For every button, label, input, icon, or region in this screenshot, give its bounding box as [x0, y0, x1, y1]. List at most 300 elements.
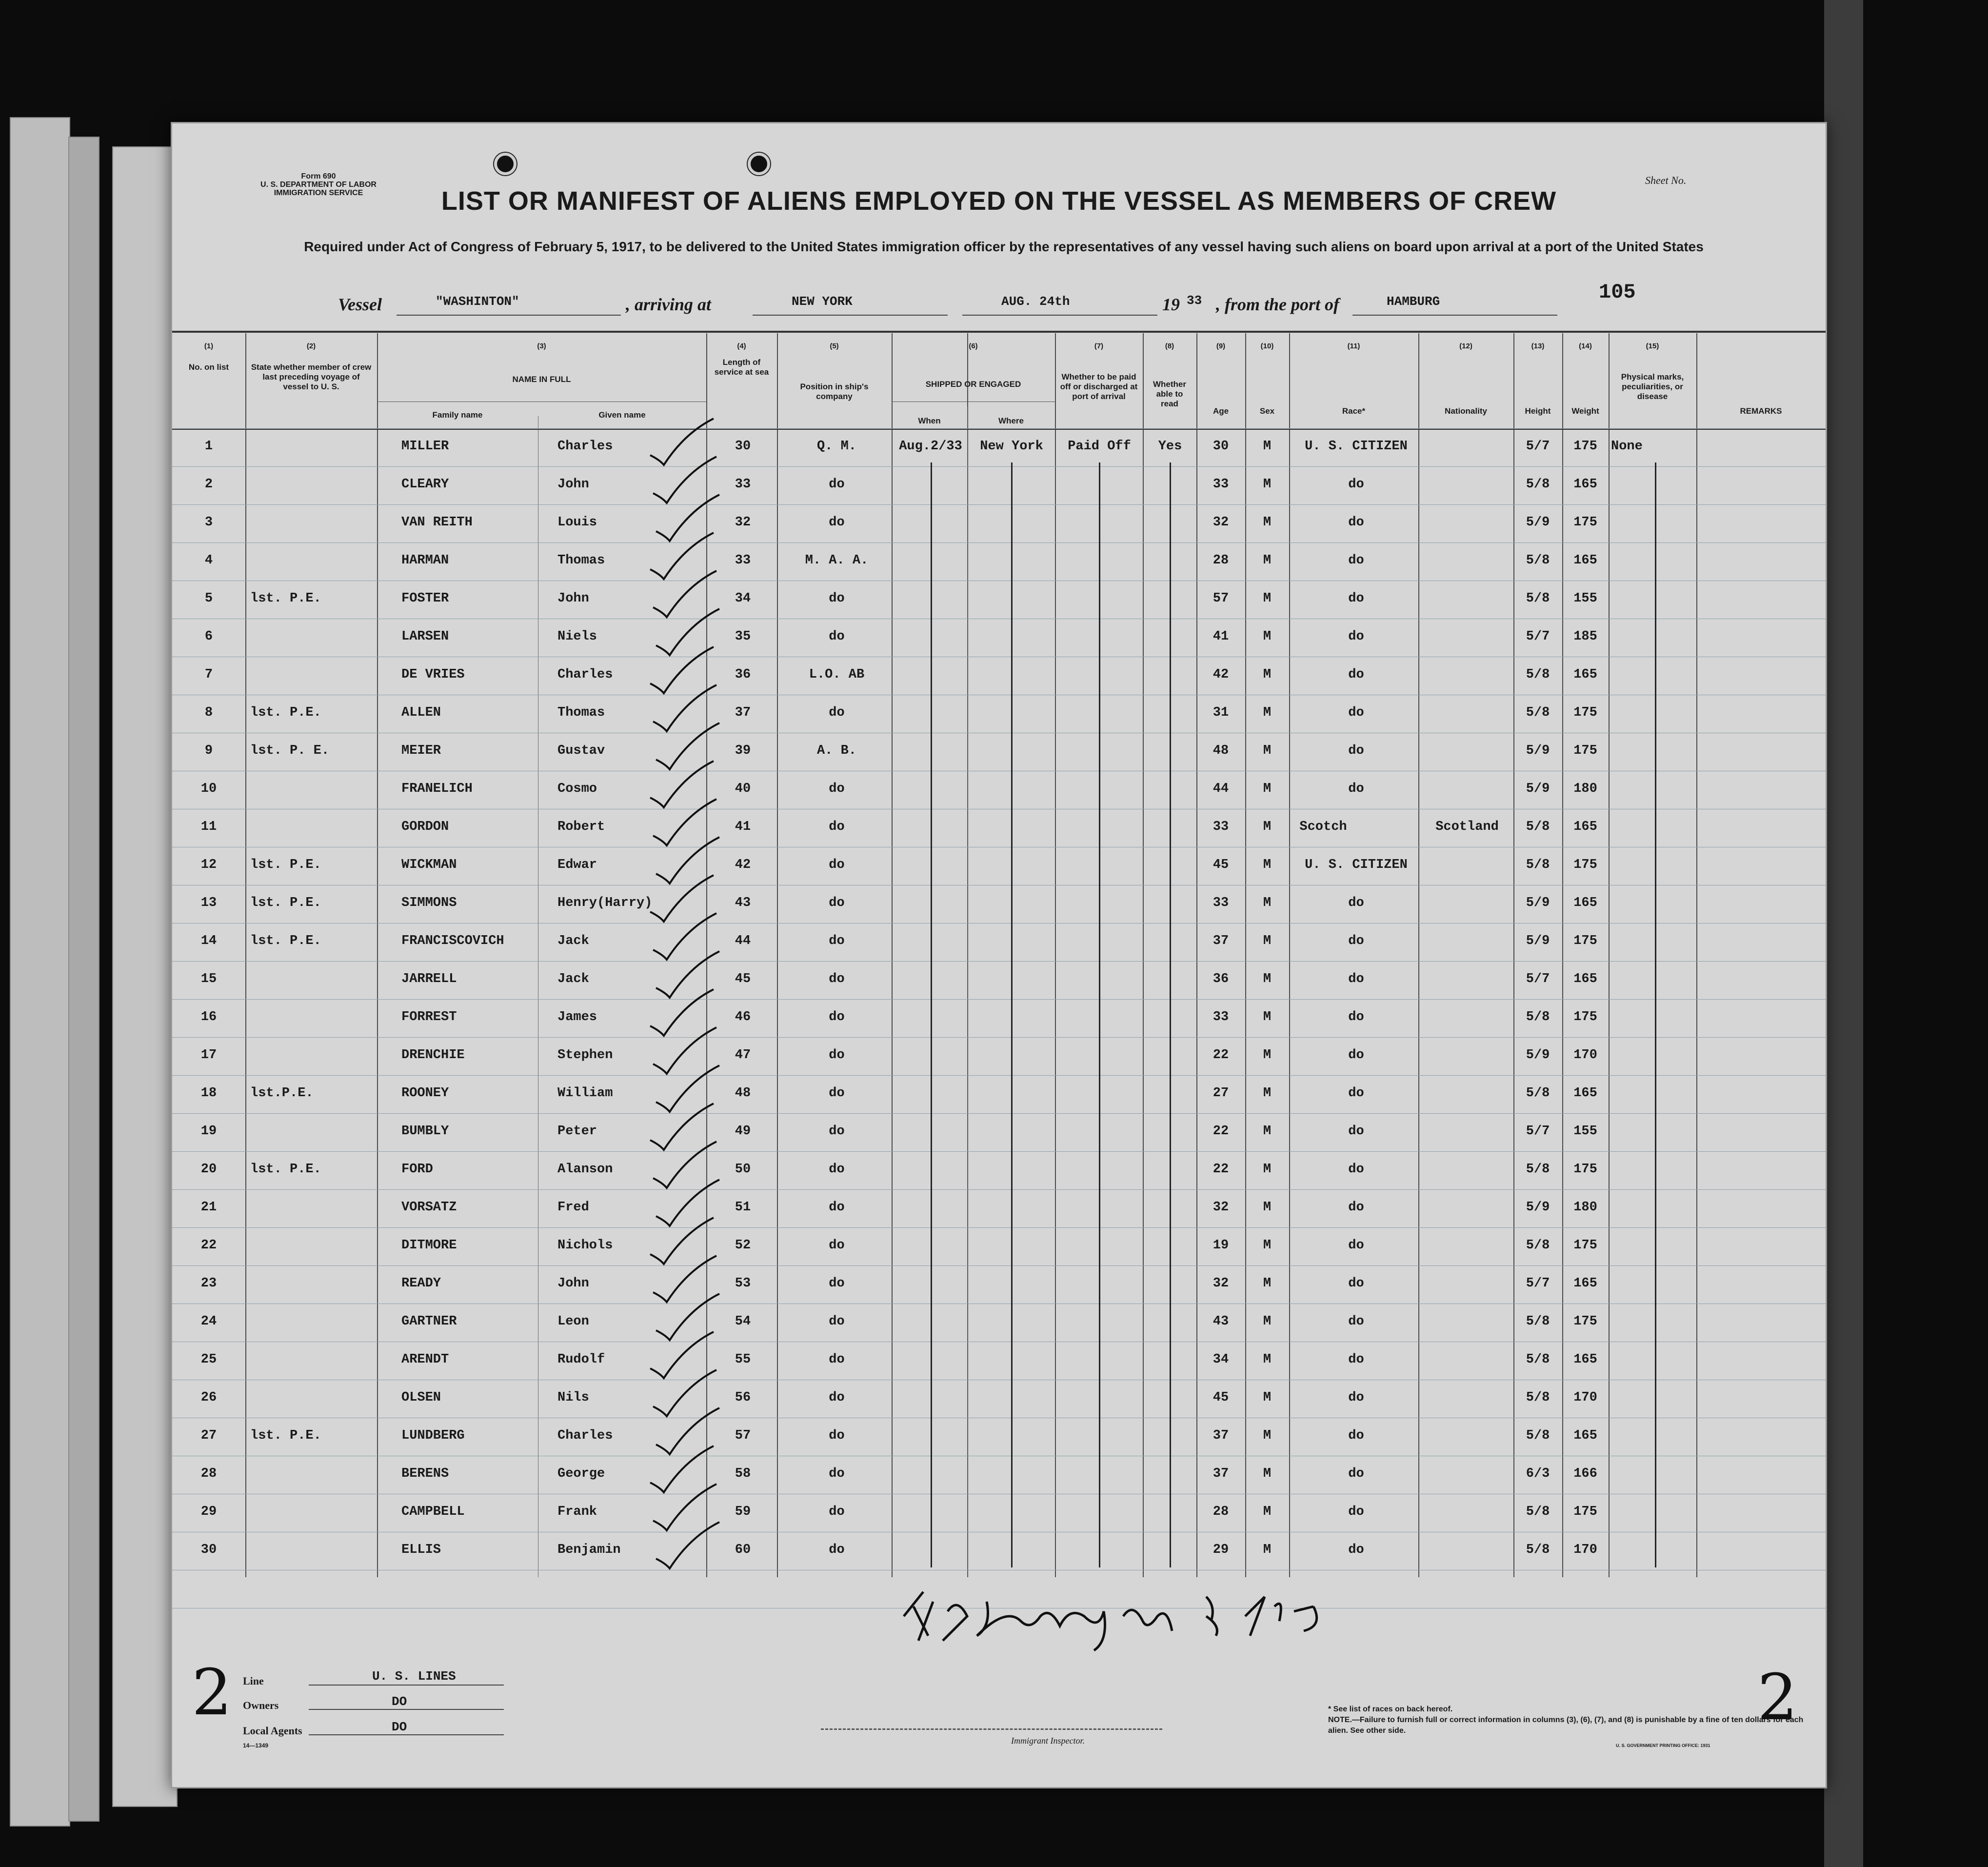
cell-family: CAMPBELL	[401, 1505, 465, 1519]
cell-position: do	[829, 1428, 845, 1443]
column-header-age: Age	[1213, 406, 1229, 416]
cell-sex: M	[1263, 477, 1272, 492]
cell-paid: Paid Off	[1068, 439, 1131, 454]
cell-length: 34	[735, 591, 751, 606]
races-note: * See list of races on back hereof.	[1328, 1705, 1453, 1713]
table-row	[172, 695, 1826, 733]
cell-race: do	[1348, 896, 1364, 910]
cell-weight: 165	[1573, 1276, 1597, 1291]
column-number: (7)	[1094, 342, 1104, 350]
cell-race: do	[1348, 705, 1364, 720]
cell-age: 32	[1213, 1276, 1229, 1291]
cell-sex: M	[1263, 439, 1272, 454]
cell-family: SIMMONS	[401, 896, 457, 910]
cell-family: LUNDBERG	[401, 1428, 465, 1443]
cell-height: 5/7	[1526, 629, 1550, 644]
cell-race: do	[1348, 591, 1364, 606]
cell-no: 12	[200, 858, 217, 872]
cell-height: 5/8	[1526, 667, 1550, 682]
cell-position: do	[829, 1162, 845, 1177]
cell-length: 39	[735, 743, 751, 758]
vessel-underline	[397, 315, 621, 316]
cell-state: lst. P.E.	[250, 896, 321, 910]
back-sheet	[10, 117, 70, 1827]
cell-family: ELLIS	[401, 1543, 441, 1557]
cell-given: William	[557, 1086, 613, 1101]
cell-length: 46	[735, 1010, 751, 1024]
cell-no: 22	[200, 1238, 217, 1253]
cell-race: do	[1348, 1162, 1364, 1177]
cell-height: 5/8	[1526, 1162, 1550, 1177]
column-header-when: When	[918, 416, 941, 425]
cell-family: DE VRIES	[401, 667, 465, 682]
cell-given: James	[557, 1010, 597, 1024]
column-number: (5)	[830, 342, 839, 350]
column-header-nationality: Nationality	[1445, 406, 1487, 416]
column-number: (9)	[1216, 342, 1226, 350]
cell-position: do	[829, 1086, 845, 1101]
cell-sex: M	[1263, 1314, 1272, 1329]
back-sheet	[68, 137, 99, 1822]
cell-age: 37	[1213, 1428, 1229, 1443]
cell-given: Stephen	[557, 1048, 613, 1063]
cell-no: 16	[200, 1010, 217, 1024]
cell-age: 42	[1213, 667, 1229, 682]
column-number: (1)	[204, 342, 214, 350]
cell-sex: M	[1263, 705, 1272, 720]
cell-given: Henry(Harry)	[557, 896, 653, 910]
cell-race: do	[1348, 477, 1364, 492]
column-number: (8)	[1165, 342, 1174, 350]
cell-sex: M	[1263, 667, 1272, 682]
inspector-signature	[894, 1587, 1382, 1655]
cell-race: do	[1348, 667, 1364, 682]
cell-length: 56	[735, 1390, 751, 1405]
cell-position: do	[829, 1200, 845, 1215]
cell-weight: 170	[1573, 1048, 1597, 1063]
cell-given: Charles	[557, 667, 613, 682]
port-underline	[1352, 315, 1557, 316]
column-header-race: Race*	[1342, 406, 1366, 416]
cell-race: do	[1348, 629, 1364, 644]
form-line: IMMIGRATION SERVICE	[274, 189, 363, 197]
cell-no: 11	[200, 820, 217, 834]
column-number: (6)	[969, 342, 978, 350]
vessel-name: "WASHINTON"	[436, 294, 519, 309]
table-row	[172, 885, 1826, 923]
cell-family: MILLER	[401, 439, 449, 454]
table-row	[172, 619, 1826, 657]
cell-where: New York	[980, 439, 1043, 454]
cell-position: do	[829, 1314, 845, 1329]
cell-sex: M	[1263, 1466, 1272, 1481]
ditto-line	[1170, 462, 1171, 1567]
cell-length: 54	[735, 1314, 751, 1329]
cell-physical: None	[1611, 439, 1643, 454]
cell-no: 5	[204, 591, 213, 606]
cell-given: Leon	[557, 1314, 589, 1329]
cell-position: do	[829, 1010, 845, 1024]
table-row	[172, 1113, 1826, 1151]
cell-age: 32	[1213, 1200, 1229, 1215]
table-row	[172, 1151, 1826, 1189]
cell-no: 28	[200, 1466, 217, 1481]
cell-race: U. S. CITIZEN	[1305, 858, 1408, 872]
cell-age: 34	[1213, 1352, 1229, 1367]
cell-weight: 175	[1573, 1505, 1597, 1519]
cell-read: Yes	[1158, 439, 1182, 454]
cell-position: do	[829, 591, 845, 606]
cell-no: 10	[200, 782, 217, 796]
cell-family: READY	[401, 1276, 441, 1291]
cell-age: 41	[1213, 629, 1229, 644]
column-header-where: Where	[998, 416, 1024, 425]
inspector-label: Immigrant Inspector.	[1011, 1736, 1085, 1746]
cell-height: 5/8	[1526, 820, 1550, 834]
cell-weight: 155	[1573, 1124, 1597, 1139]
cell-age: 36	[1213, 972, 1229, 986]
cell-given: Peter	[557, 1124, 597, 1139]
table-row	[172, 581, 1826, 619]
cell-race: do	[1348, 1124, 1364, 1139]
year-prefix: 19	[1162, 295, 1180, 314]
table-row	[172, 1265, 1826, 1304]
arriving-label: , arriving at	[626, 295, 712, 314]
cell-position: do	[829, 1466, 845, 1481]
cell-given: Charles	[557, 1428, 613, 1443]
cell-given: Nichols	[557, 1238, 613, 1253]
column-header-no-on-list: No. on list	[188, 362, 229, 372]
cell-state: lst. P.E.	[250, 858, 321, 872]
cell-age: 29	[1213, 1543, 1229, 1557]
cell-family: HARMAN	[401, 553, 449, 568]
cell-given: Nils	[557, 1390, 589, 1405]
table-row	[172, 923, 1826, 961]
cell-position: do	[829, 1238, 845, 1253]
line-label: Line	[243, 1675, 264, 1687]
cell-height: 5/8	[1526, 1314, 1550, 1329]
cell-weight: 165	[1573, 553, 1597, 568]
cell-weight: 165	[1573, 1428, 1597, 1443]
cell-family: WICKMAN	[401, 858, 457, 872]
cell-age: 30	[1213, 439, 1229, 454]
table-row	[172, 1380, 1826, 1418]
cell-height: 5/9	[1526, 1048, 1550, 1063]
cell-sex: M	[1263, 1010, 1272, 1024]
inspector-line	[821, 1728, 1162, 1730]
cell-height: 5/8	[1526, 553, 1550, 568]
table-row	[172, 1304, 1826, 1342]
cell-no: 21	[200, 1200, 217, 1215]
cell-given: Alanson	[557, 1162, 613, 1177]
cell-family: FOSTER	[401, 591, 449, 606]
cell-age: 33	[1213, 1010, 1229, 1024]
cell-given: Jack	[557, 934, 589, 948]
cell-height: 5/8	[1526, 1010, 1550, 1024]
cell-position: do	[829, 782, 845, 796]
column-number: (12)	[1459, 342, 1472, 350]
column-number: (15)	[1646, 342, 1659, 350]
table-row	[172, 1456, 1826, 1494]
arriving-underline	[753, 315, 948, 316]
agents-value: DO	[392, 1720, 407, 1734]
sheet-no-label: Sheet No.	[1645, 174, 1687, 186]
arrival-port: NEW YORK	[792, 294, 853, 309]
cell-position: do	[829, 972, 845, 986]
cell-age: 19	[1213, 1238, 1229, 1253]
cell-weight: 165	[1573, 1086, 1597, 1101]
handwritten-corner-number: 2	[1757, 1660, 1798, 1734]
cell-sex: M	[1263, 896, 1272, 910]
cell-age: 37	[1213, 934, 1229, 948]
cell-sex: M	[1263, 629, 1272, 644]
cell-sex: M	[1263, 1162, 1272, 1177]
cell-age: 33	[1213, 896, 1229, 910]
sheet-number: 105	[1599, 281, 1636, 304]
cell-sex: M	[1263, 515, 1272, 530]
cell-position: do	[829, 896, 845, 910]
table-row	[172, 809, 1826, 847]
departure-port: HAMBURG	[1387, 294, 1440, 309]
owners-underline	[309, 1709, 504, 1710]
cell-height: 5/8	[1526, 1428, 1550, 1443]
cell-length: 42	[735, 858, 751, 872]
cell-length: 55	[735, 1352, 751, 1367]
cell-race: do	[1348, 1086, 1364, 1101]
cell-weight: 175	[1573, 1238, 1597, 1253]
cell-no: 24	[200, 1314, 217, 1329]
owners-label: Owners	[243, 1699, 279, 1711]
table-row	[172, 1075, 1826, 1113]
cell-weight: 175	[1573, 1162, 1597, 1177]
column-number: (10)	[1260, 342, 1274, 350]
cell-state: lst. P.E.	[250, 1428, 321, 1443]
cell-no: 23	[200, 1276, 217, 1291]
form-code: 14—1349	[243, 1742, 269, 1749]
cell-position: do	[829, 705, 845, 720]
cell-sex: M	[1263, 1238, 1272, 1253]
cell-no: 6	[204, 629, 213, 644]
cell-height: 5/9	[1526, 782, 1550, 796]
cell-given: John	[557, 477, 589, 492]
cell-weight: 180	[1573, 1200, 1597, 1215]
binder-hole-icon	[748, 153, 770, 175]
cell-age: 48	[1213, 743, 1229, 758]
cell-given: Niels	[557, 629, 597, 644]
table-row	[172, 504, 1826, 542]
cell-weight: 165	[1573, 477, 1597, 492]
cell-age: 28	[1213, 1505, 1229, 1519]
cell-sex: M	[1263, 934, 1272, 948]
owners-value: DO	[392, 1694, 407, 1709]
cell-family: FRANELICH	[401, 782, 473, 796]
cell-length: 43	[735, 896, 751, 910]
cell-family: JARRELL	[401, 972, 457, 986]
cell-family: BUMBLY	[401, 1124, 449, 1139]
cell-given: Gustav	[557, 743, 605, 758]
cell-given: Rudolf	[557, 1352, 605, 1367]
cell-given: Fred	[557, 1200, 589, 1215]
cell-no: 18	[200, 1086, 217, 1101]
cell-race: do	[1348, 1428, 1364, 1443]
from-port-label: , from the port of	[1216, 295, 1340, 314]
line-underline	[309, 1685, 504, 1686]
handwritten-corner-number: 2	[192, 1655, 232, 1729]
cell-state: lst. P.E.	[250, 1162, 321, 1177]
cell-state: lst. P.E.	[250, 934, 321, 948]
cell-race: do	[1348, 1276, 1364, 1291]
cell-age: 43	[1213, 1314, 1229, 1329]
cell-race: do	[1348, 1314, 1364, 1329]
cell-length: 50	[735, 1162, 751, 1177]
cell-weight: 170	[1573, 1543, 1597, 1557]
right-edge-strip	[1824, 0, 1863, 1867]
cell-race: U. S. CITIZEN	[1305, 439, 1408, 454]
column-header-length-service: Length of service at sea	[714, 358, 769, 377]
cell-height: 5/9	[1526, 515, 1550, 530]
cell-family: LARSEN	[401, 629, 449, 644]
cell-length: 30	[735, 439, 751, 454]
cell-given: Edwar	[557, 858, 597, 872]
cell-race: Scotch	[1299, 820, 1347, 834]
cell-race: do	[1348, 1200, 1364, 1215]
column-header-name-in-full: NAME IN FULL	[512, 375, 571, 384]
cell-age: 22	[1213, 1048, 1229, 1063]
cell-sex: M	[1263, 1352, 1272, 1367]
cell-length: 48	[735, 1086, 751, 1101]
column-header-weight: Weight	[1571, 406, 1599, 416]
arrival-year: 33	[1187, 293, 1202, 308]
cell-weight: 185	[1573, 629, 1597, 644]
cell-given: Louis	[557, 515, 597, 530]
cell-race: do	[1348, 1352, 1364, 1367]
cell-given: Thomas	[557, 705, 605, 720]
cell-height: 5/7	[1526, 1276, 1550, 1291]
cell-height: 5/9	[1526, 1200, 1550, 1215]
cell-race: do	[1348, 972, 1364, 986]
cell-height: 5/8	[1526, 1238, 1550, 1253]
cell-age: 22	[1213, 1162, 1229, 1177]
cell-family: DITMORE	[401, 1238, 457, 1253]
cell-no: 30	[200, 1543, 217, 1557]
cell-sex: M	[1263, 1390, 1272, 1405]
cell-height: 5/9	[1526, 934, 1550, 948]
cell-race: do	[1348, 934, 1364, 948]
cell-age: 57	[1213, 591, 1229, 606]
cell-sex: M	[1263, 1543, 1272, 1557]
cell-sex: M	[1263, 1086, 1272, 1101]
cell-position: do	[829, 934, 845, 948]
cell-sex: M	[1263, 1276, 1272, 1291]
cell-sex: M	[1263, 743, 1272, 758]
cell-sex: M	[1263, 820, 1272, 834]
cell-no: 4	[204, 553, 213, 568]
column-header-shipped: SHIPPED OR ENGAGED	[925, 380, 1021, 389]
cell-weight: 180	[1573, 782, 1597, 796]
cell-position: do	[829, 477, 845, 492]
column-header-physical: Physical marks, peculiarities, or disease	[1621, 372, 1684, 401]
cell-family: FRANCISCOVICH	[401, 934, 504, 948]
column-header-sex: Sex	[1259, 406, 1275, 416]
ditto-line	[1011, 462, 1013, 1567]
manifest-sheet	[171, 122, 1827, 1788]
cell-length: 58	[735, 1466, 751, 1481]
form-line: U. S. DEPARTMENT OF LABOR	[260, 181, 377, 189]
cell-position: do	[829, 858, 845, 872]
footer-notes	[1328, 1704, 1816, 1736]
cell-age: 37	[1213, 1466, 1229, 1481]
cell-no: 13	[200, 896, 217, 910]
cell-length: 47	[735, 1048, 751, 1063]
cell-height: 5/8	[1526, 1086, 1550, 1101]
cell-age: 32	[1213, 515, 1229, 530]
cell-age: 31	[1213, 705, 1229, 720]
cell-sex: M	[1263, 858, 1272, 872]
cell-weight: 175	[1573, 439, 1597, 454]
cell-given: John	[557, 1276, 589, 1291]
cell-age: 22	[1213, 1124, 1229, 1139]
cell-position: A. B.	[816, 743, 856, 758]
arrival-date: AUG. 24th	[1001, 294, 1070, 309]
table-row	[172, 847, 1826, 885]
table-row	[172, 961, 1826, 999]
cell-length: 44	[735, 934, 751, 948]
cell-position: do	[829, 1505, 845, 1519]
table-row	[172, 1532, 1826, 1570]
cell-sex: M	[1263, 1505, 1272, 1519]
cell-length: 41	[735, 820, 751, 834]
cell-weight: 155	[1573, 591, 1597, 606]
cell-race: do	[1348, 743, 1364, 758]
column-number: (4)	[737, 342, 746, 350]
cell-weight: 165	[1573, 1352, 1597, 1367]
table-row	[172, 466, 1826, 504]
column-header-paid-off: Whether to be paid off or discharged at port of arrival	[1060, 372, 1138, 401]
cell-length: 49	[735, 1124, 751, 1139]
cell-no: 15	[200, 972, 217, 986]
cell-weight: 165	[1573, 820, 1597, 834]
column-header-height: Height	[1525, 406, 1551, 416]
cell-given: Cosmo	[557, 782, 597, 796]
cell-weight: 175	[1573, 934, 1597, 948]
cell-height: 5/8	[1526, 1505, 1550, 1519]
cell-age: 45	[1213, 1390, 1229, 1405]
column-header-able-read: Whether able to read	[1153, 380, 1186, 408]
cell-height: 5/8	[1526, 1390, 1550, 1405]
cell-race: do	[1348, 1543, 1364, 1557]
checkmark-icon	[640, 1517, 723, 1571]
cell-position: do	[829, 820, 845, 834]
cell-sex: M	[1263, 553, 1272, 568]
cell-no: 7	[204, 667, 213, 682]
cell-family: ALLEN	[401, 705, 441, 720]
column-number: (3)	[537, 342, 546, 350]
column-number: (2)	[306, 342, 316, 350]
cell-height: 5/7	[1526, 439, 1550, 454]
cell-height: 5/8	[1526, 858, 1550, 872]
cell-position: L.O. AB	[809, 667, 865, 682]
cell-nationality: Scotland	[1435, 820, 1499, 834]
cell-position: do	[829, 1276, 845, 1291]
cell-family: GORDON	[401, 820, 449, 834]
cell-height: 5/8	[1526, 1352, 1550, 1367]
vessel-label: Vessel	[338, 295, 382, 314]
cell-height: 5/8	[1526, 591, 1550, 606]
cell-height: 5/8	[1526, 477, 1550, 492]
cell-age: 28	[1213, 553, 1229, 568]
cell-race: do	[1348, 1390, 1364, 1405]
cell-weight: 165	[1573, 896, 1597, 910]
